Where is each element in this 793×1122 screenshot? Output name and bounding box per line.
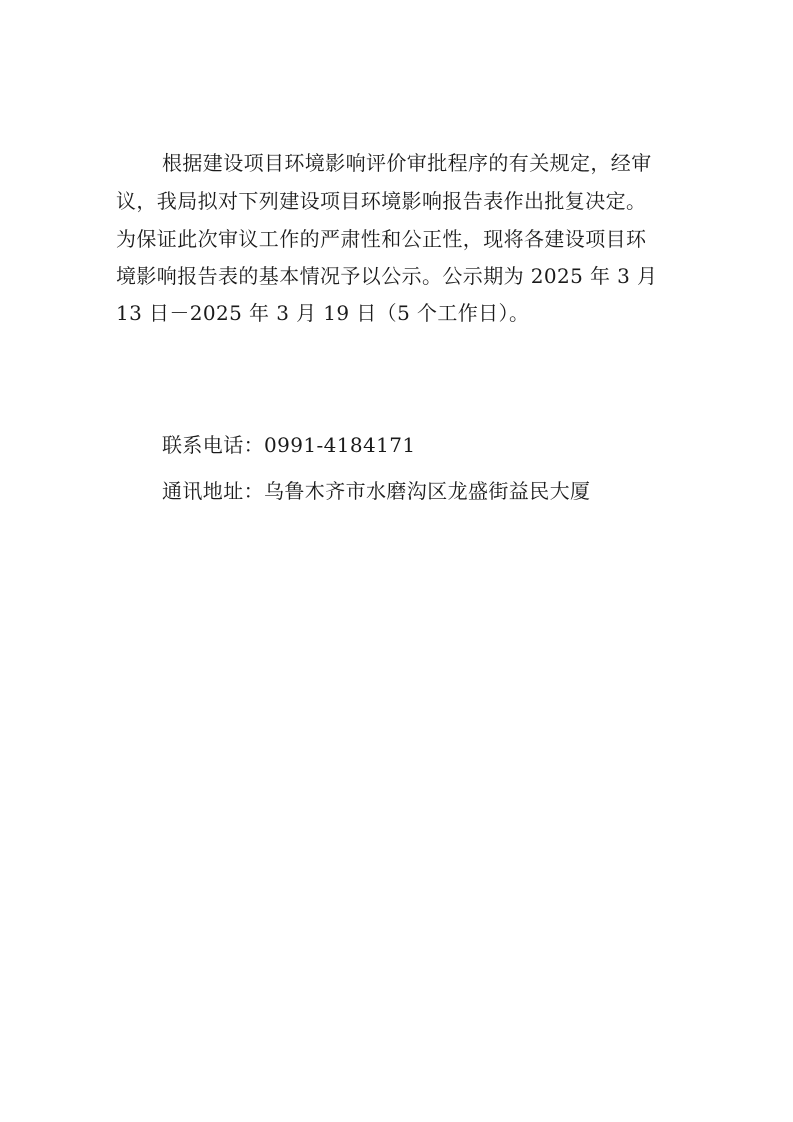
address-label: 通讯地址： <box>162 479 264 503</box>
paragraph-line: 根据建设项目环境影响评价审批程序的有关规定，经审 <box>162 151 652 175</box>
paragraph-line: 为保证此次审议工作的严肃性和公正性，现将各建设项目环 <box>116 227 647 251</box>
address-text: 乌鲁木齐市水磨沟区龙盛街益民大厦 <box>264 479 591 503</box>
paragraph-line: 议，我局拟对下列建设项目环境影响报告表作出批复决定。 <box>116 189 647 213</box>
phone-number: 0991-4184171 <box>264 433 416 457</box>
paragraph-line: 境影响报告表的基本情况予以公示。公示期为 2025 年 3 月 <box>116 264 658 288</box>
contact-address <box>162 478 590 504</box>
phone-label: 联系电话： <box>162 433 264 457</box>
paragraph-line: 13 日－2025 年 3 月 19 日（5 个工作日）。 <box>116 301 530 325</box>
contact-phone <box>162 432 416 458</box>
